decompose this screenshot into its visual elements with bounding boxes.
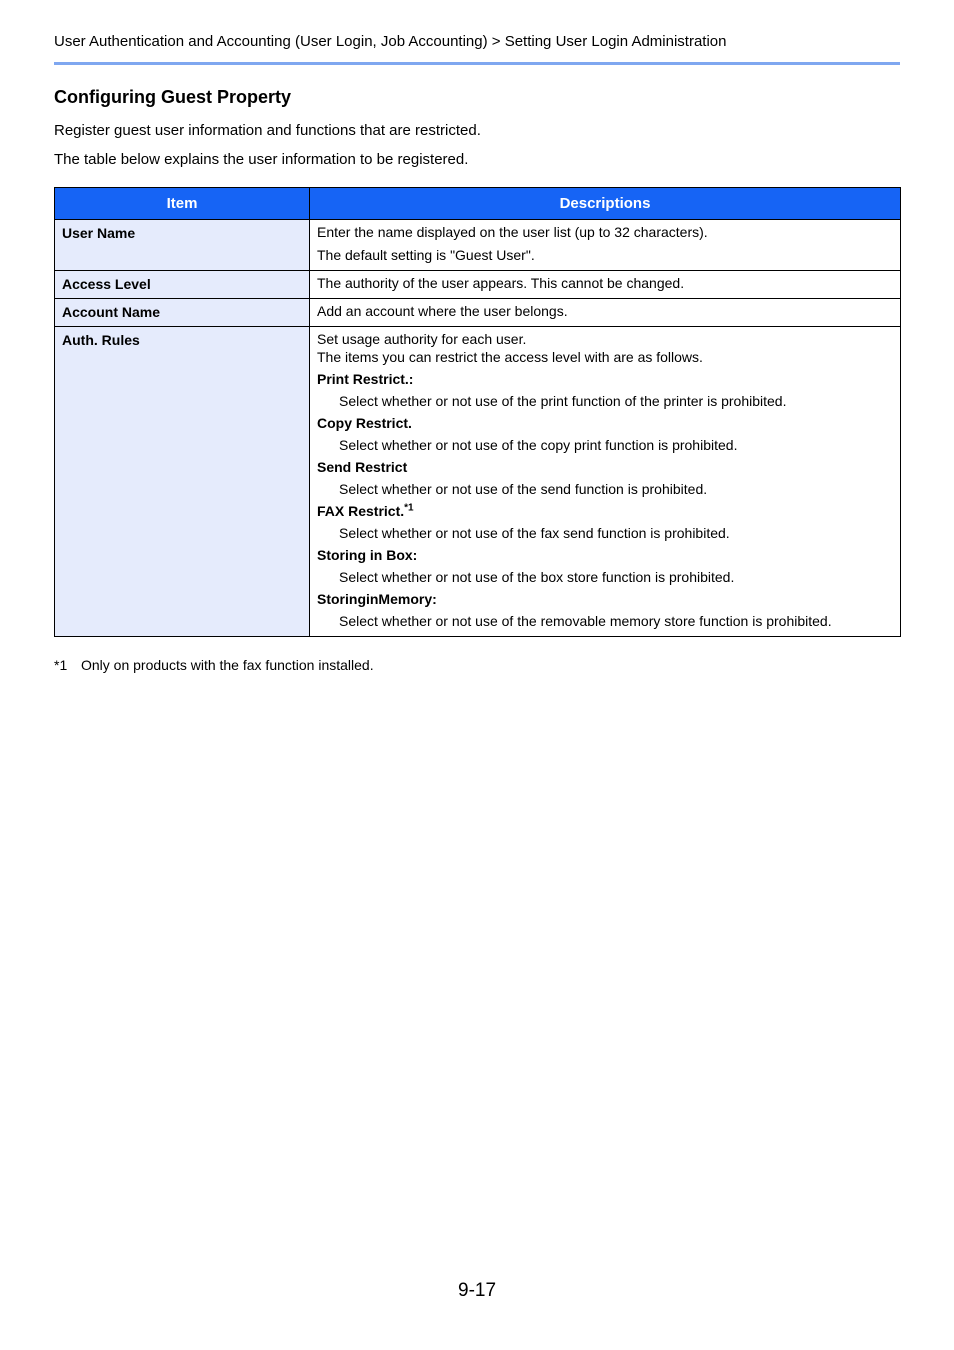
footnote <box>54 656 374 674</box>
description-line: Set usage authority for each user. <box>317 331 527 347</box>
rule-title-text: FAX Restrict. <box>317 503 405 519</box>
description-line: The items you can restrict the access level with are as follows. <box>317 349 703 365</box>
table-header-row <box>55 188 901 220</box>
rule-description: Select whether or not use of the fax send function is prohibited. <box>339 525 730 541</box>
page-number: 9-17 <box>458 1280 497 1301</box>
table-row <box>55 299 901 327</box>
footnote-text: Only on products with the fax function installed. <box>81 657 374 673</box>
table-row <box>55 327 901 637</box>
rule-description: Select whether or not use of the box store function is prohibited. <box>339 569 735 585</box>
rule-description: Select whether or not use of the send function is prohibited. <box>339 481 708 497</box>
table-row <box>55 271 901 299</box>
item-cell: Access Level <box>55 271 310 299</box>
rule-description: Select whether or not use of the removable memory store function is prohibited. <box>339 613 832 629</box>
column-header-item: Item <box>55 188 310 220</box>
description-cell <box>310 299 901 327</box>
item-cell: User Name <box>55 220 310 271</box>
column-header-descriptions: Descriptions <box>310 188 901 220</box>
rule-title-print-restrict: Print Restrict.: <box>317 371 414 387</box>
rule-title-fax-restrict <box>317 502 893 520</box>
description-cell <box>310 271 901 299</box>
description-line: The authority of the user appears. This cannot be changed. <box>317 275 685 291</box>
description-line: Add an account where the user belongs. <box>317 303 568 319</box>
rule-title-storing-in-memory: StoringinMemory: <box>317 591 437 607</box>
description-cell <box>310 220 901 271</box>
description-line: The default setting is "Guest User". <box>317 247 535 263</box>
item-cell: Auth. Rules <box>55 327 310 637</box>
rule-title-send-restrict: Send Restrict <box>317 459 408 475</box>
section-title: Configuring Guest Property <box>54 87 292 107</box>
footnote-reference: *1 <box>404 502 414 514</box>
guest-property-table <box>54 187 901 637</box>
footnote-mark: *1 <box>54 657 68 673</box>
intro-text-2: The table below explains the user information to be registered. <box>54 151 469 168</box>
intro-text-1: Register guest user information and functions that are restricted. <box>54 122 481 139</box>
header-divider <box>54 62 900 65</box>
breadcrumb: User Authentication and Accounting (User Login, Job Accounting) > Setting User Login Administration <box>54 33 727 50</box>
item-cell: Account Name <box>55 299 310 327</box>
description-cell <box>310 327 901 637</box>
rule-description: Select whether or not use of the print function of the printer is prohibited. <box>339 393 787 409</box>
rule-title-storing-in-box: Storing in Box: <box>317 547 418 563</box>
description-line: Enter the name displayed on the user list (up to 32 characters). <box>317 224 708 240</box>
rule-description: Select whether or not use of the copy print function is prohibited. <box>339 437 738 453</box>
rule-title-copy-restrict: Copy Restrict. <box>317 415 412 431</box>
table-row <box>55 220 901 271</box>
